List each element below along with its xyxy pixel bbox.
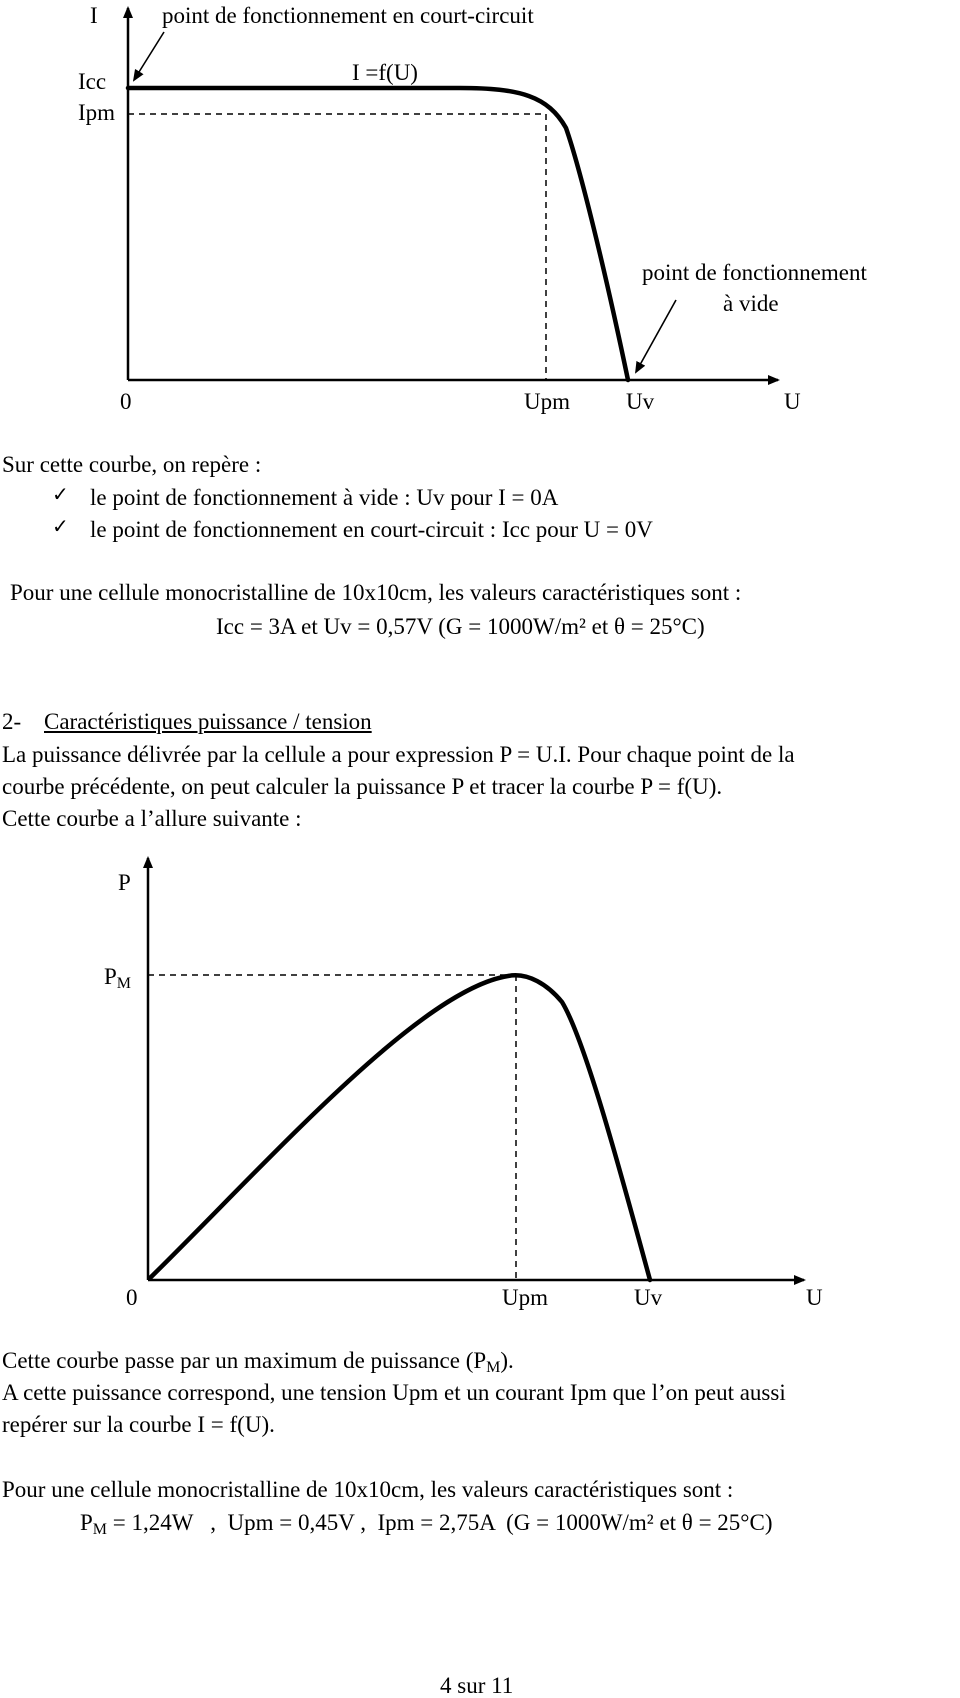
values-intro-2: Pour une cellule monocristalline de 10x10cm, les valeurs caractéristiques sont :	[2, 1477, 734, 1502]
iu-tick-ipm: Ipm	[78, 100, 116, 125]
section2-heading: Caractéristiques puissance / tension	[44, 709, 372, 734]
section3-line2: A cette puissance correspond, une tension Upm et un courant Ipm que l’on peut aussi	[2, 1380, 786, 1405]
values-2-sub: M	[92, 1521, 108, 1538]
max-power-line-b: ).	[500, 1348, 514, 1373]
check-icon: ✓	[52, 482, 69, 506]
check-icon: ✓	[52, 514, 69, 538]
pu-tick-0: 0	[126, 1285, 138, 1310]
vide-annotation-line1: point de fonctionnement	[642, 260, 867, 285]
max-power-line-sub: M	[486, 1359, 501, 1376]
pu-axis-label-u: U	[806, 1285, 823, 1310]
section2-para-line2: courbe précédente, on peut calculer la puissance P et tracer la courbe P = f(U).	[2, 774, 723, 799]
cc-annotation: point de fonctionnement en court-circuit	[162, 3, 534, 28]
section3-line3: repérer sur la courbe I = f(U).	[2, 1412, 275, 1437]
pu-tick-pm-sub: M	[116, 975, 132, 992]
iu-axis-label-i: I	[90, 3, 98, 28]
section2-para-line1: La puissance délivrée par la cellule a pour expression P = U.I. Pour chaque point de la	[2, 742, 795, 767]
bullet-court-circuit: le point de fonctionnement en court-circuit : Icc pour U = 0V	[90, 517, 653, 542]
iu-curve-label: I =f(U)	[352, 60, 418, 85]
pu-tick-uv: Uv	[634, 1285, 663, 1310]
max-power-line	[2, 1349, 514, 1376]
iu-tick-icc: Icc	[78, 69, 107, 94]
pu-tick-upm: Upm	[502, 1285, 548, 1310]
pu-axis-label-p: P	[118, 870, 131, 895]
iu-tick-uv: Uv	[626, 389, 655, 414]
repere-intro: Sur cette courbe, on repère :	[2, 452, 262, 477]
page-number: 4 sur 11	[440, 1673, 514, 1698]
iu-axis-label-u: U	[784, 389, 801, 414]
values-2	[80, 1511, 772, 1538]
section2-number: 2-	[2, 709, 22, 734]
pu-tick-pm	[104, 965, 131, 992]
vide-annotation-line2: à vide	[723, 291, 779, 316]
pu-tick-pm-main: P	[104, 964, 117, 989]
values-intro-1: Pour une cellule monocristalline de 10x10cm, les valeurs caractéristiques sont :	[10, 580, 742, 605]
values-2-a: P	[80, 1510, 93, 1535]
max-power-line-a: Cette courbe passe par un maximum de puissance (P	[2, 1348, 487, 1373]
bullet-vide: le point de fonctionnement à vide : Uv pour I = 0A	[90, 485, 559, 510]
iu-tick-upm: Upm	[524, 389, 570, 414]
values-1: Icc = 3A et Uv = 0,57V (G = 1000W/m² et θ = 25°C)	[216, 614, 705, 639]
pu-curve	[150, 975, 650, 1280]
values-2-b: = 1,24W , Upm = 0,45V , Ipm = 2,75A (G = 1000W/m² et θ = 25°C)	[107, 1510, 773, 1535]
iu-tick-0: 0	[120, 389, 132, 414]
section2-para-line3: Cette courbe a l’allure suivante :	[2, 806, 302, 831]
